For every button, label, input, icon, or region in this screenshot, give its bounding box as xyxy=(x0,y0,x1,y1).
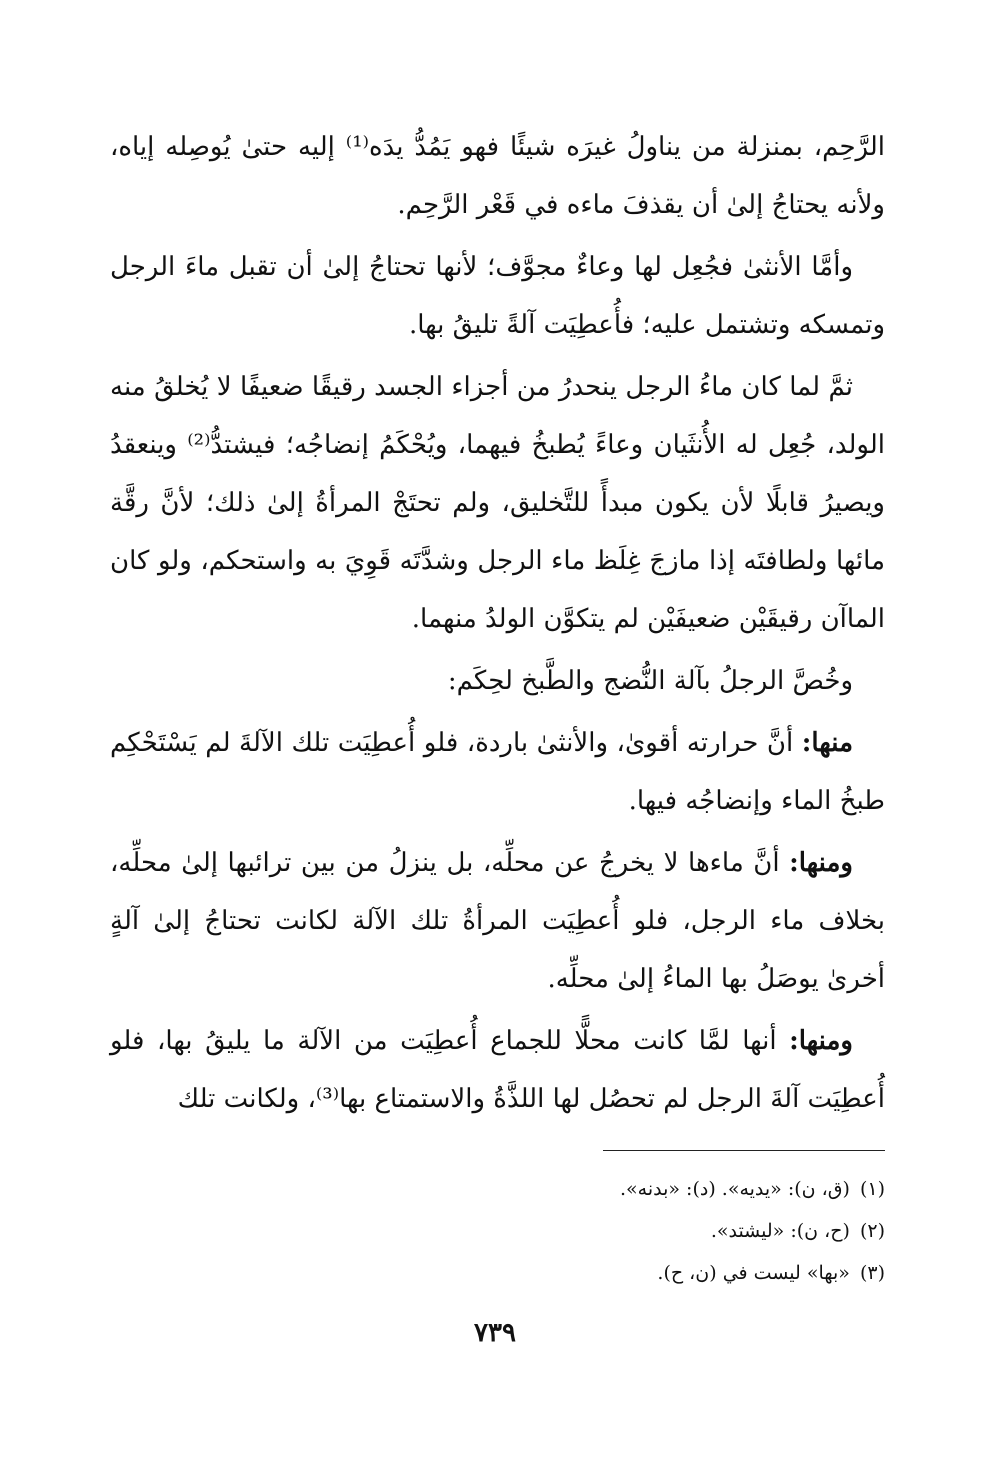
footnote-divider xyxy=(603,1150,885,1151)
paragraph-5-lead: منها: xyxy=(801,728,853,758)
paragraph-7-lead: ومنها: xyxy=(789,1026,853,1056)
paragraph-3-text: ثمَّ لما كان ماءُ الرجل ينحدرُ من أجزاء الجسد رقيقًا ضعيفًا لا يُخلقُ منه الولد، جُعِل له الأُنثَيان وعاءً يُطبخُ فيهما، ويُحْكَمُ إنضاجُه؛ فيشتدُّ⁽²⁾ وينعقدُ ويصيرُ قابلًا لأن يكون مبدأً للتَّخليق، ولم تحتَجْ المرأةُ إلىٰ ذلك؛ لأنَّ رقَّة مائها ولطافتَه إذا مازجَ غِلَظ ماء الرجل وشدَّتَه قَوِيَ به واستحكم، ولو كان الماآن رقيقَيْن ضعيفَيْن لم يتكوَّن الولدُ منهما. xyxy=(110,372,885,634)
paragraph-6 xyxy=(110,834,885,1008)
paragraph-5 xyxy=(110,714,885,830)
footnote-1-text: (ق، ن): «يديه». (د): «بدنه». xyxy=(619,1178,850,1200)
paragraph-3 xyxy=(110,358,885,648)
paragraph-2-text: وأمَّا الأنثىٰ فجُعِل لها وعاءٌ مجوَّف؛ لأنها تحتاجُ إلىٰ أن تقبل ماءَ الرجل وتمسكه وتشتمل عليه؛ فأُعطِيَت آلةً تليقُ بها. xyxy=(110,252,885,340)
footnote-3 xyxy=(485,1252,885,1294)
footnote-3-number: (٣) xyxy=(859,1262,885,1284)
footnote-3-text: «بها» ليست في (ن، ح). xyxy=(657,1262,850,1284)
paragraph-5-text: أنَّ حرارته أقوىٰ، والأنثىٰ باردة، فلو أُعطِيَت تلك الآلةَ لم يَسْتَحْكِم طبخُ الماء وإنضاجُه فيها. xyxy=(110,728,885,816)
paragraph-7 xyxy=(110,1012,885,1128)
paragraph-4-text: وخُصَّ الرجلُ بآلة النُّضج والطَّبخ لحِكَم: xyxy=(447,666,853,696)
paragraph-7-text: أنها لمَّا كانت محلًّا للجماع أُعطِيَت من الآلة ما يليقُ بها، فلو أُعطِيَت آلةَ الرجل لم تحصُل لها اللذَّةُ والاستمتاع بها⁽³⁾، ولكانت تلك xyxy=(110,1026,885,1114)
footnotes xyxy=(485,1168,885,1294)
paragraph-4 xyxy=(110,652,885,710)
footnote-2-number: (٢) xyxy=(859,1220,885,1242)
footnote-2-text: (ح، ن): «ليشتد». xyxy=(710,1220,850,1242)
footnote-2 xyxy=(485,1210,885,1252)
main-text-block xyxy=(110,118,885,1132)
paragraph-2 xyxy=(110,238,885,354)
paragraph-1 xyxy=(110,118,885,234)
paragraph-6-lead: ومنها: xyxy=(789,848,853,878)
paragraph-1-text: الرَّحِم، بمنزلة من يناولُ غيرَه شيئًا فهو يَمُدُّ يدَه⁽¹⁾ إليه حتىٰ يُوصِله إياه، ولأنه يحتاجُ إلىٰ أن يقذفَ ماءه في قَعْر الرَّحِم. xyxy=(110,132,886,220)
paragraph-6-text: أنَّ ماءها لا يخرجُ عن محلِّه، بل ينزلُ من بين ترائبها إلىٰ محلِّه، بخلاف ماء الرجل، فلو أُعطِيَت المرأةُ تلك الآلة لكانت تحتاجُ إلىٰ آلةٍ أخرىٰ يوصَلُ بها الماءُ إلىٰ محلِّه. xyxy=(110,848,885,994)
footnote-1-number: (١) xyxy=(859,1178,885,1200)
footnote-1 xyxy=(485,1168,885,1210)
page-number: ٧٣٩ xyxy=(474,1318,516,1348)
